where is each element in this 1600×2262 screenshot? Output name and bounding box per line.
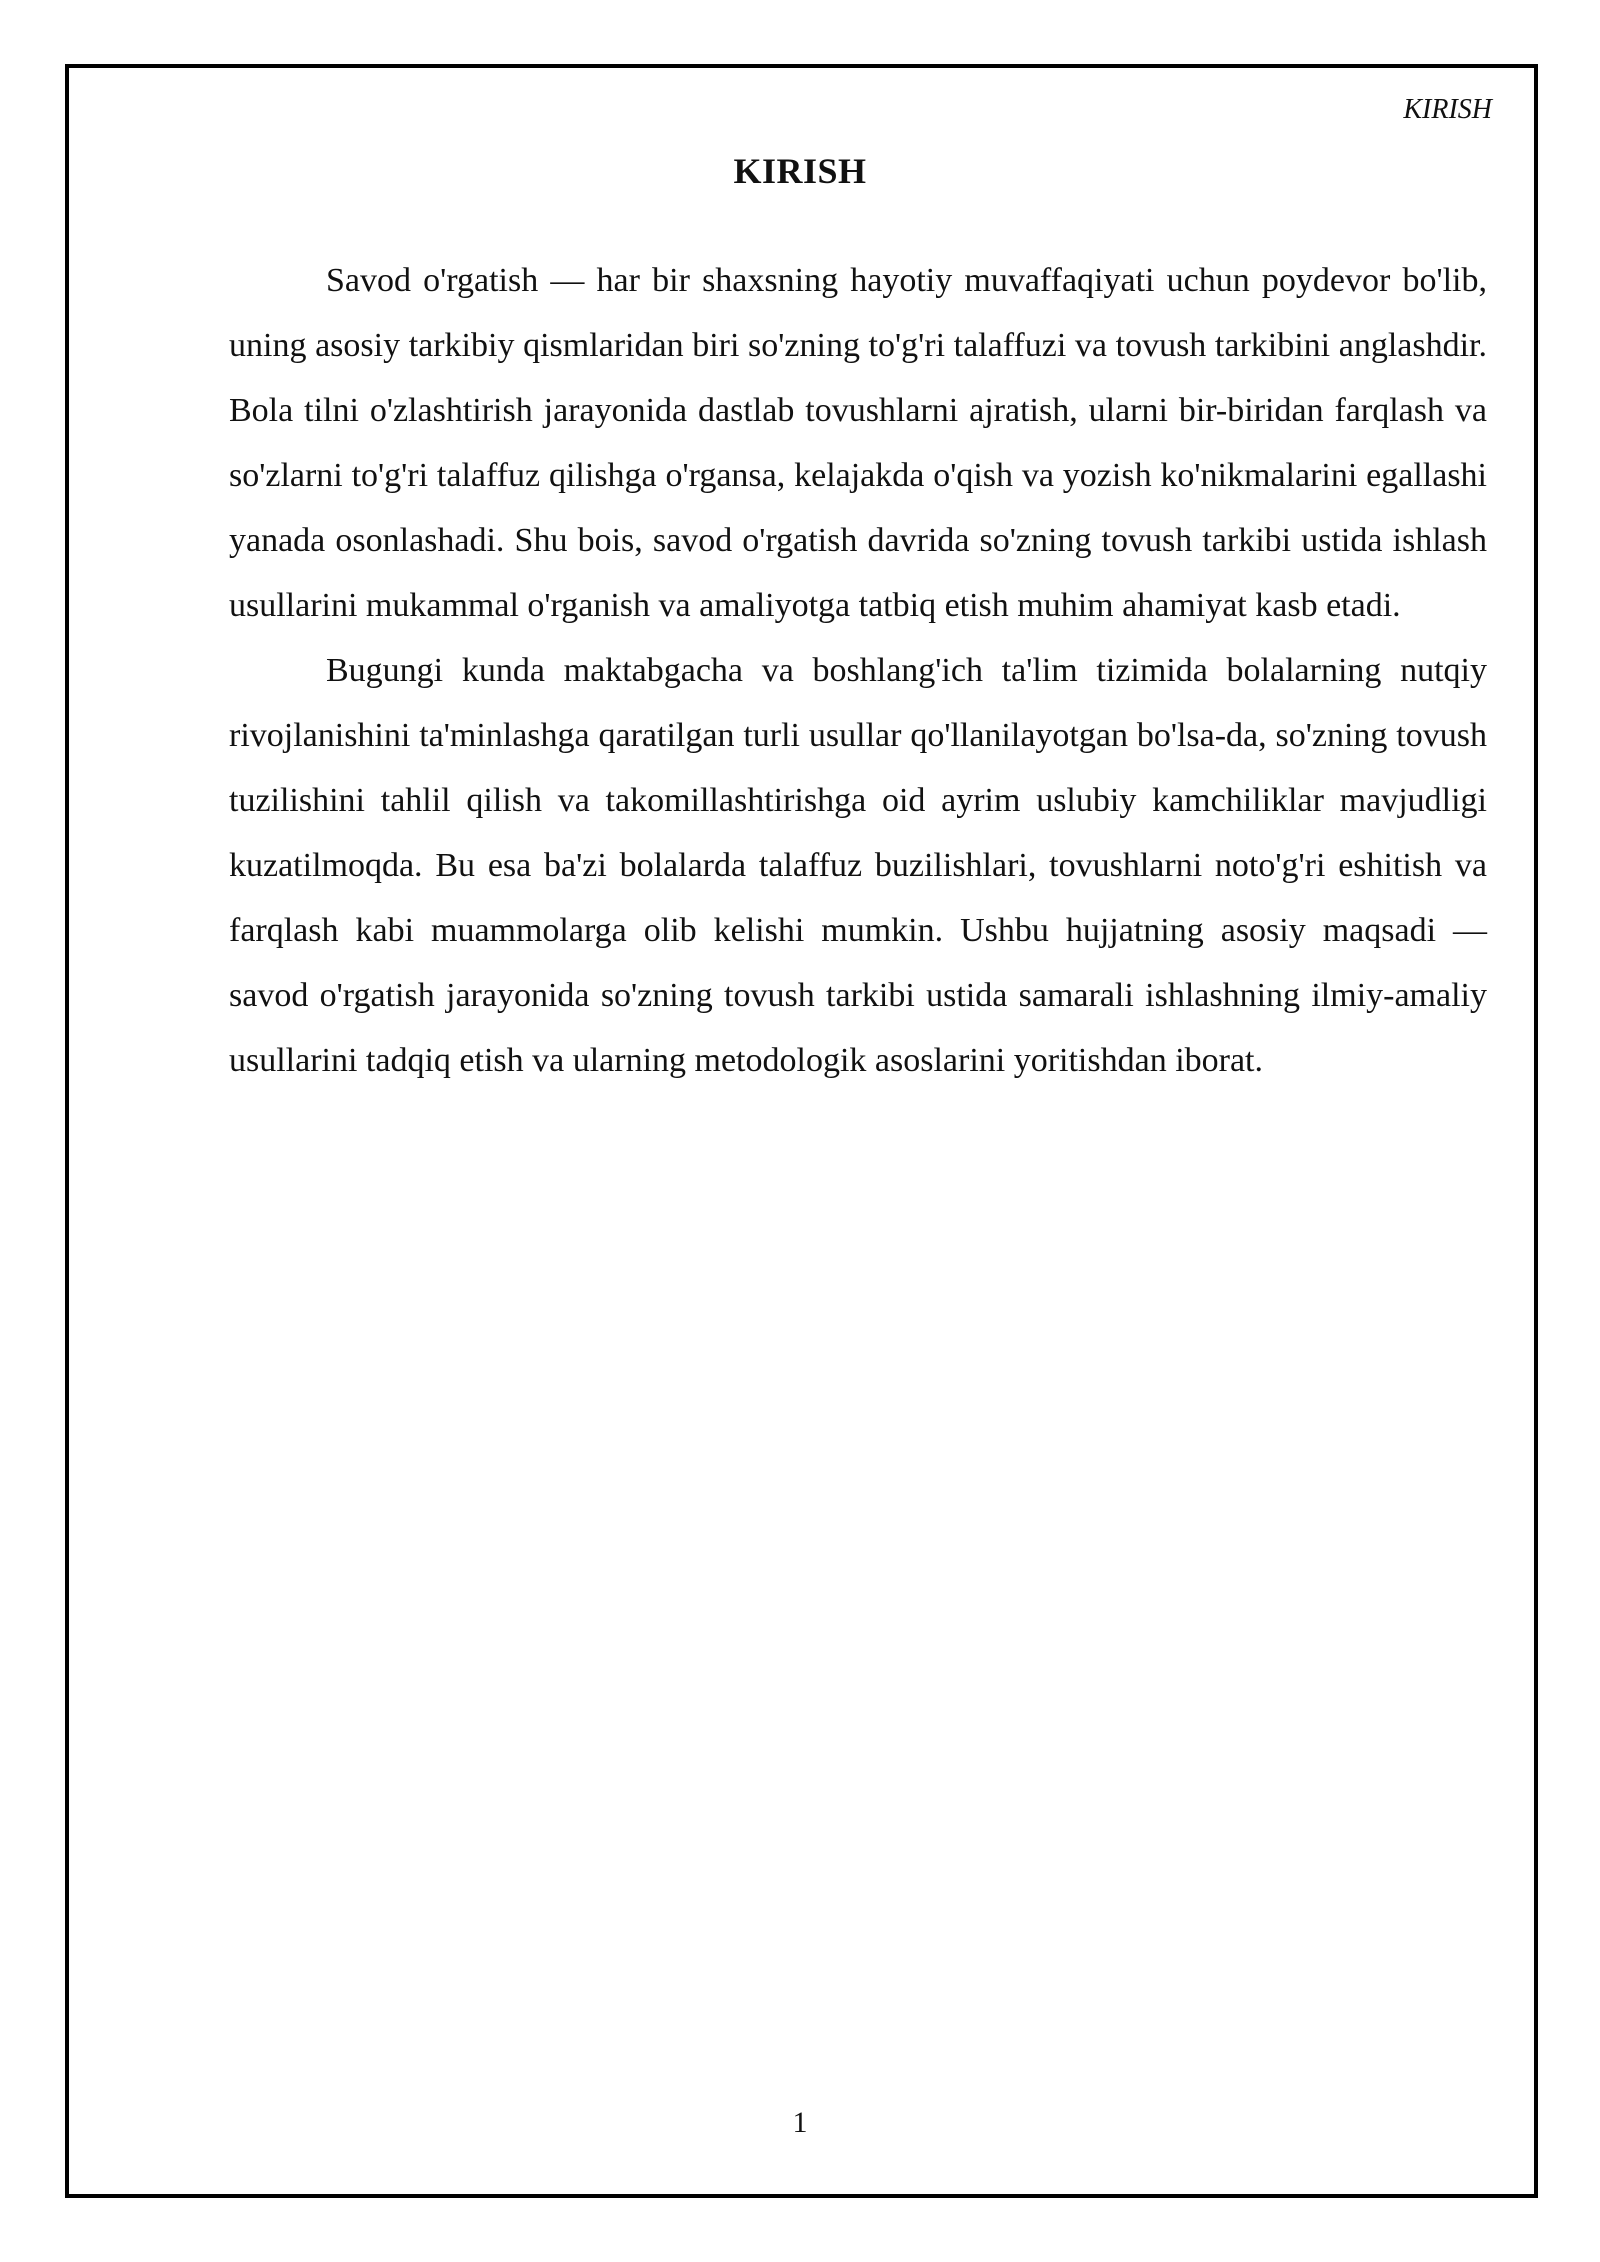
page-number: 1 [792, 2106, 808, 2139]
paragraph-2: Bugungi kunda maktabgacha va boshlang'ich ta'lim tizimida bolalarning nutqiy rivojlanishini ta'minlashga qaratilgan turli usullar qo'llanilayotgan bo'lsa-da, so'zning tovush tuzilishini tahlil qilish va takomillashtirishga oid ayrim uslubiy kamchiliklar mavjudligi kuzatilmoqda. Bu esa ba'zi bolalarda talaffuz buzilishlari, tovushlarni noto'g'ri eshitish va farqlash kabi muammolarga olib kelishi mumkin. Ushbu hujjatning asosiy maqsadi — savod o'rgatish jarayonida so'zning tovush tarkibi ustida samarali ishlashning ilmiy-amaliy usullarini tadqiq etish va ularning metodologik asoslarini yoritishdan iborat. [229, 652, 1487, 1079]
body-text [229, 248, 1487, 1093]
running-header: KIRISH [1403, 94, 1492, 125]
paragraph-1: Savod o'rgatish — har bir shaxsning hayotiy muvaffaqiyati uchun poydevor bo'lib, uning asosiy tarkibiy qismlaridan biri so'zning to'g'ri talaffuzi va tovush tarkibini anglashdir. Bola tilni o'zlashtirish jarayonida dastlab tovushlarni ajratish, ularni bir-biridan farqlash va so'zlarni to'g'ri talaffuz qilishga o'rgansa, kelajakda o'qish va yozish ko'nikmalarini egallashi yanada osonlashadi. Shu bois, savod o'rgatish davrida so'zning tovush tarkibi ustida ishlash usullarini mukammal o'rganish va amaliyotga tatbiq etish muhim ahamiyat kasb etadi. [229, 262, 1487, 624]
page-title: KIRISH [733, 151, 867, 191]
